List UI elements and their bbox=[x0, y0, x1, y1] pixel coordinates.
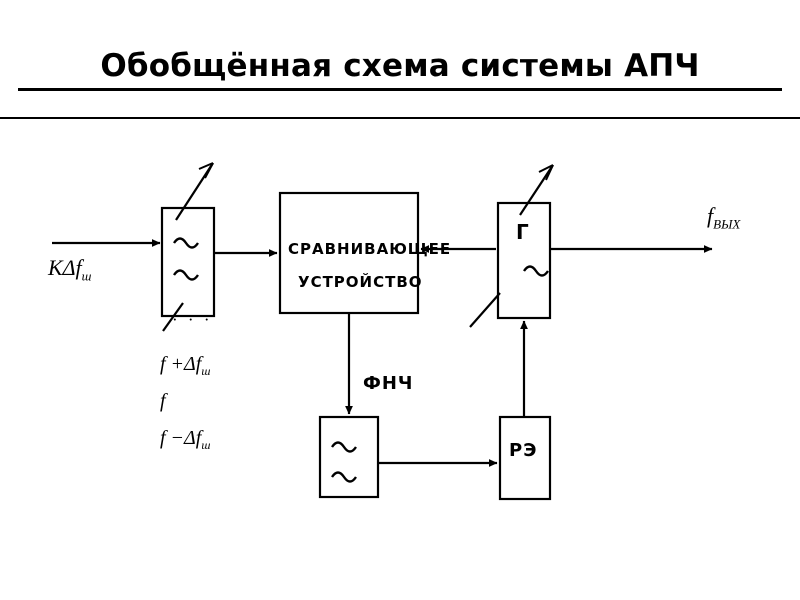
diagram-canvas bbox=[0, 125, 800, 555]
page-title: Обобщённая схема системы АПЧ bbox=[100, 48, 700, 84]
spectrum-upper-label: $f +\Delta f_ш$ bbox=[160, 353, 211, 378]
title-underline bbox=[18, 88, 782, 91]
output-signal-label: $f_{ВЫХ}$ bbox=[707, 203, 741, 232]
input-signal-sub: ш bbox=[81, 268, 92, 284]
comparator-label-line2: УСТРОЙСТВО bbox=[298, 273, 423, 291]
header-divider bbox=[0, 117, 800, 119]
lowpass-label: ФНЧ bbox=[363, 373, 414, 394]
spectrum-dots-label: · · · bbox=[172, 310, 213, 329]
regulating-element-label: РЭ bbox=[509, 440, 538, 461]
comparator-label-line1: СРАВНИВАЮЩЕЕ bbox=[288, 240, 452, 258]
generator-label: Г bbox=[516, 220, 530, 244]
spectrum-center-label: f bbox=[160, 390, 166, 412]
spectrum-lower-sub: ш bbox=[201, 438, 211, 452]
spectrum-lower-label: $f -\Delta f_ш$ bbox=[160, 427, 211, 452]
input-signal-label: КΔf$_ш$ bbox=[48, 255, 92, 284]
spectrum-upper-sub: ш bbox=[201, 364, 211, 378]
output-signal-sub: ВЫХ bbox=[713, 216, 741, 232]
